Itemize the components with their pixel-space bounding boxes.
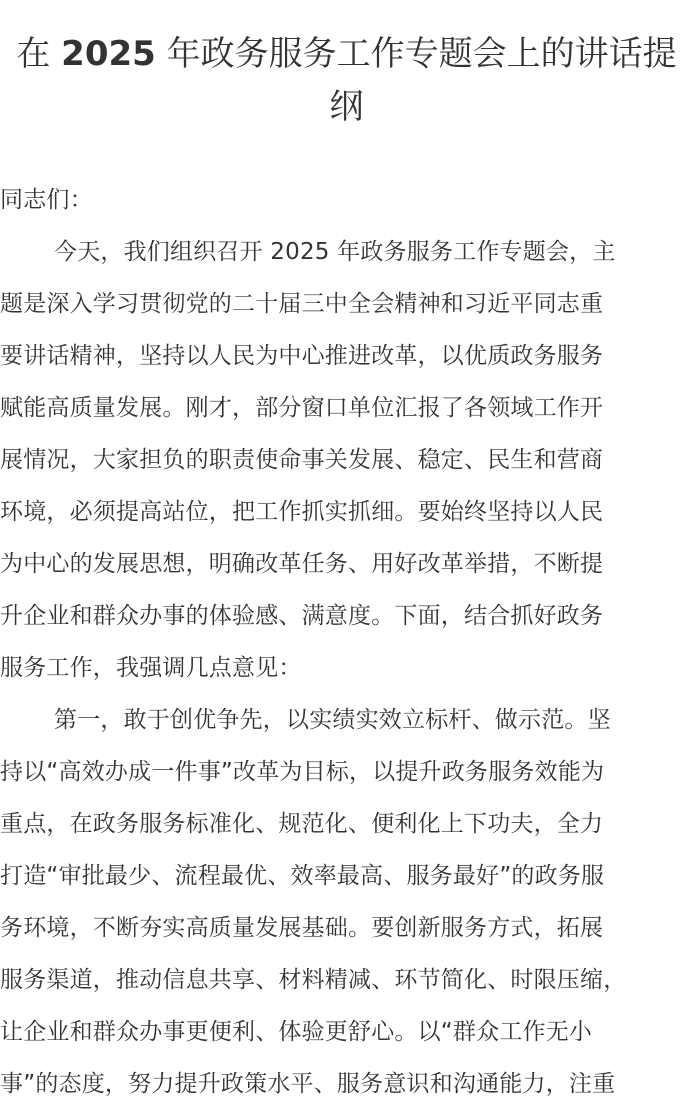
salutation: 同志们：	[0, 187, 93, 213]
paragraph-line: 服务渠道，推动信息共享、材料精减、环节简化、时限压缩，	[0, 967, 627, 993]
paragraph-line: 务环境，不断夯实高质量发展基础。要创新服务方式，拓展	[0, 915, 604, 941]
paragraph-line: 赋能高质量发展。刚才，部分窗口单位汇报了各领域工作开	[0, 395, 604, 421]
paragraph-line: 环境，必须提高站位，把工作抓实抓细。要始终坚持以人民	[0, 499, 604, 525]
paragraph-line: 要讲话精神，坚持以人民为中心推进改革，以优质政务服务	[0, 343, 604, 369]
paragraph-line: 事”的态度，努力提升政策水平、服务意识和沟通能力，注重	[0, 1071, 616, 1097]
paragraph-line: 升企业和群众办事的体验感、满意度。下面，结合抓好政务	[0, 603, 604, 629]
paragraph-line: 今天，我们组织召开 2025 年政务服务工作专题会，主	[54, 239, 616, 265]
paragraph-line: 让企业和群众办事更便利、体验更舒心。以“群众工作无小	[0, 1019, 593, 1045]
paragraph-line: 题是深入学习贯彻党的二十届三中全会精神和习近平同志重	[0, 291, 604, 317]
paragraph-1	[0, 226, 693, 694]
paragraph-line: 持以“高效办成一件事”改革为目标，以提升政务服务效能为	[0, 759, 605, 785]
paragraph-line: 第一，敢于创优争先，以实绩实效立标杆、做示范。坚	[54, 707, 611, 733]
paragraph-line: 为中心的发展思想，明确改革任务、用好改革举措，不断提	[0, 551, 604, 577]
paragraph-line: 重点，在政务服务标准化、规范化、便利化上下功夫，全力	[0, 811, 604, 837]
document-body	[0, 174, 693, 1097]
paragraph-2	[0, 694, 693, 1097]
paragraph-line: 服务工作，我强调几点意见：	[0, 655, 302, 681]
document-title	[0, 0, 693, 134]
title-year: 2025	[61, 34, 156, 74]
title-line-1	[16, 34, 676, 74]
paragraph-line: 展情况，大家担负的职责使命事关发展、稳定、民生和营商	[0, 447, 604, 473]
title-rest: 年政务服务工作专题会上的讲话提	[155, 34, 677, 74]
title-line-2: 纲	[329, 87, 364, 127]
title-prefix: 在	[16, 34, 62, 74]
paragraph-line: 打造“审批最少、流程最优、效率最高、服务最好”的政务服	[0, 863, 605, 889]
